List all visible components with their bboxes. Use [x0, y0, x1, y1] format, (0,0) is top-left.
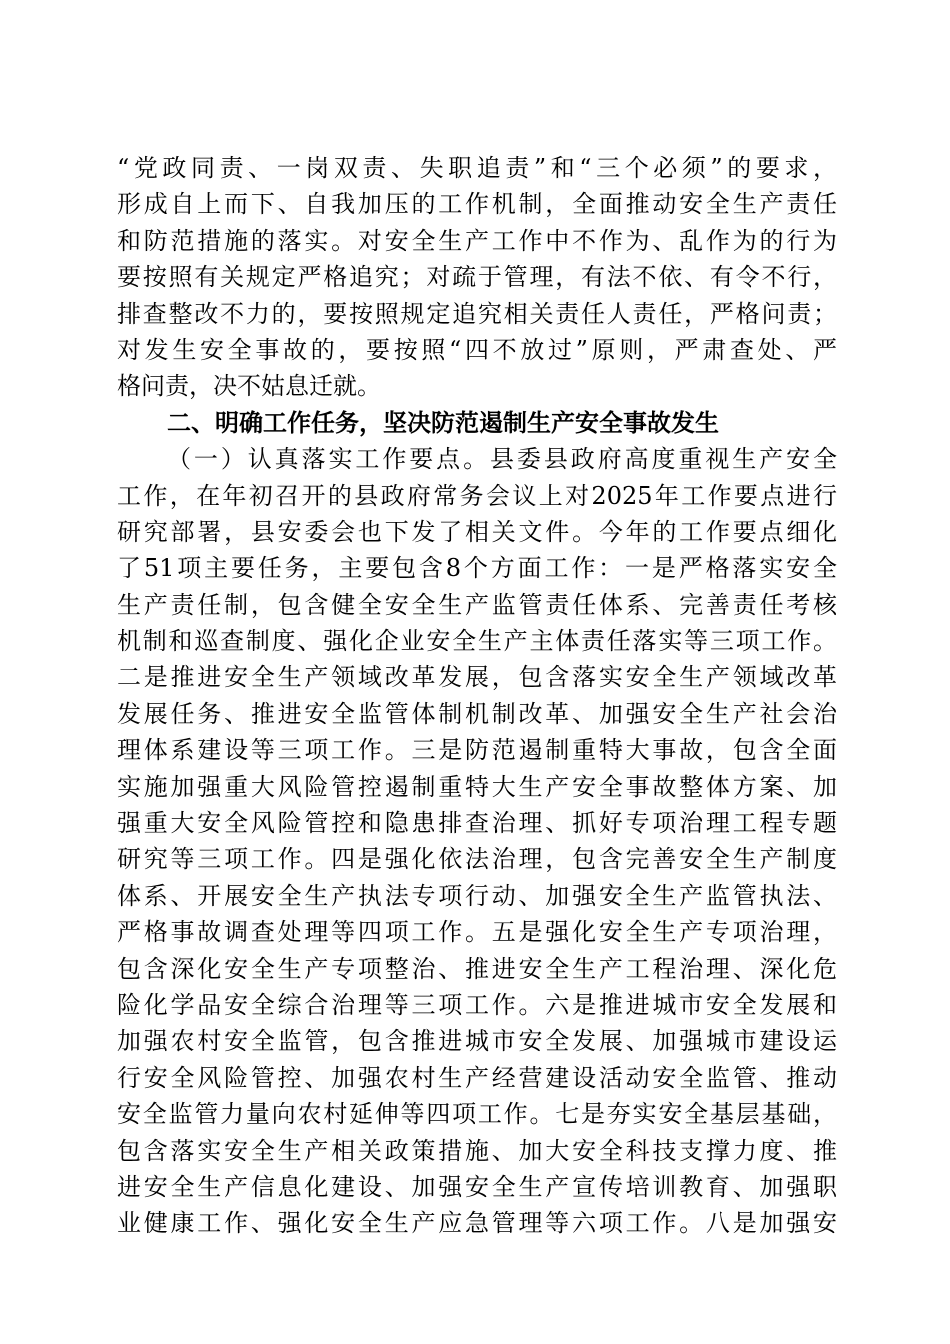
- text-line: 排查整改不力的，要按照规定追究相关责任人责任，严格问责；: [117, 299, 837, 328]
- text-line: 行安全风险管控、加强农村生产经营建设活动安全监管、推动: [117, 1063, 837, 1092]
- text-line: 体系、开展安全生产执法专项行动、加强安全生产监管执法、: [117, 881, 837, 910]
- text-line: “党政同责、一岗双责、失职追责”和“三个必须”的要求，: [117, 154, 837, 182]
- text-line: 二是推进安全生产领域改革发展，包含落实安全生产领域改革: [117, 663, 837, 692]
- text-line: 理体系建设等三项工作。三是防范遏制重特大事故，包含全面: [117, 736, 837, 765]
- document-body: [117, 150, 837, 1242]
- text-line: 包含深化安全生产专项整治、推进安全生产工程治理、深化危: [117, 954, 837, 983]
- text-line: 研究部署，县安委会也下发了相关文件。今年的工作要点细化: [117, 517, 837, 546]
- text-line: 生产责任制，包含健全安全生产监管责任体系、完善责任考核: [117, 590, 837, 619]
- text-line: 机制和巡查制度、强化企业安全生产主体责任落实等三项工作。: [117, 627, 837, 656]
- text-line: 安全监管力量向农村延伸等四项工作。七是夯实安全基层基础，: [117, 1100, 837, 1129]
- text-line: 和防范措施的落实。对安全生产工作中不作为、乱作为的行为: [117, 226, 837, 255]
- text-line: （一）认真落实工作要点。县委县政府高度重视生产安全: [167, 445, 837, 474]
- text-line: 加强农村安全监管，包含推进城市安全发展、加强城市建设运: [117, 1027, 837, 1056]
- text-line: 研究等三项工作。四是强化依法治理，包含完善安全生产制度: [117, 845, 837, 874]
- section-heading: 二、明确工作任务，坚决防范遏制生产安全事故发生: [167, 407, 719, 437]
- paragraph-1: [117, 150, 837, 405]
- text-line: 进安全生产信息化建设、加强安全生产宣传培训教育、加强职: [117, 1172, 837, 1201]
- text-line: 严格事故调查处理等四项工作。五是强化安全生产专项治理，: [117, 918, 837, 947]
- text-line: 业健康工作、强化安全生产应急管理等六项工作。八是加强安: [117, 1209, 837, 1238]
- text-line: 形成自上而下、自我加压的工作机制，全面推动安全生产责任: [117, 190, 837, 219]
- text-line: 包含落实安全生产相关政策措施、加大安全科技支撑力度、推: [117, 1136, 837, 1165]
- text-line: 了51项主要任务，主要包含8个方面工作：一是严格落实安全: [117, 554, 837, 583]
- text-line: 发展任务、推进安全监管体制机制改革、加强安全生产社会治: [117, 699, 837, 728]
- text-line: 对发生安全事故的，要按照“四不放过”原则，严肃查处、严: [117, 335, 837, 364]
- text-line: 实施加强重大风险管控遏制重特大生产安全事故整体方案、加: [117, 772, 837, 801]
- text-line: 强重大安全风险管控和隐患排查治理、抓好专项治理工程专题: [117, 809, 837, 838]
- text-line: 格问责，决不姑息迁就。: [117, 372, 381, 401]
- text-line: 工作，在年初召开的县政府常务会议上对2025年工作要点进行: [117, 481, 837, 510]
- text-line: 险化学品安全综合治理等三项工作。六是推进城市安全发展和: [117, 990, 837, 1019]
- text-line: 要按照有关规定严格追究；对疏于管理，有法不依、有令不行，: [117, 263, 837, 292]
- paragraph-2: [117, 441, 837, 1242]
